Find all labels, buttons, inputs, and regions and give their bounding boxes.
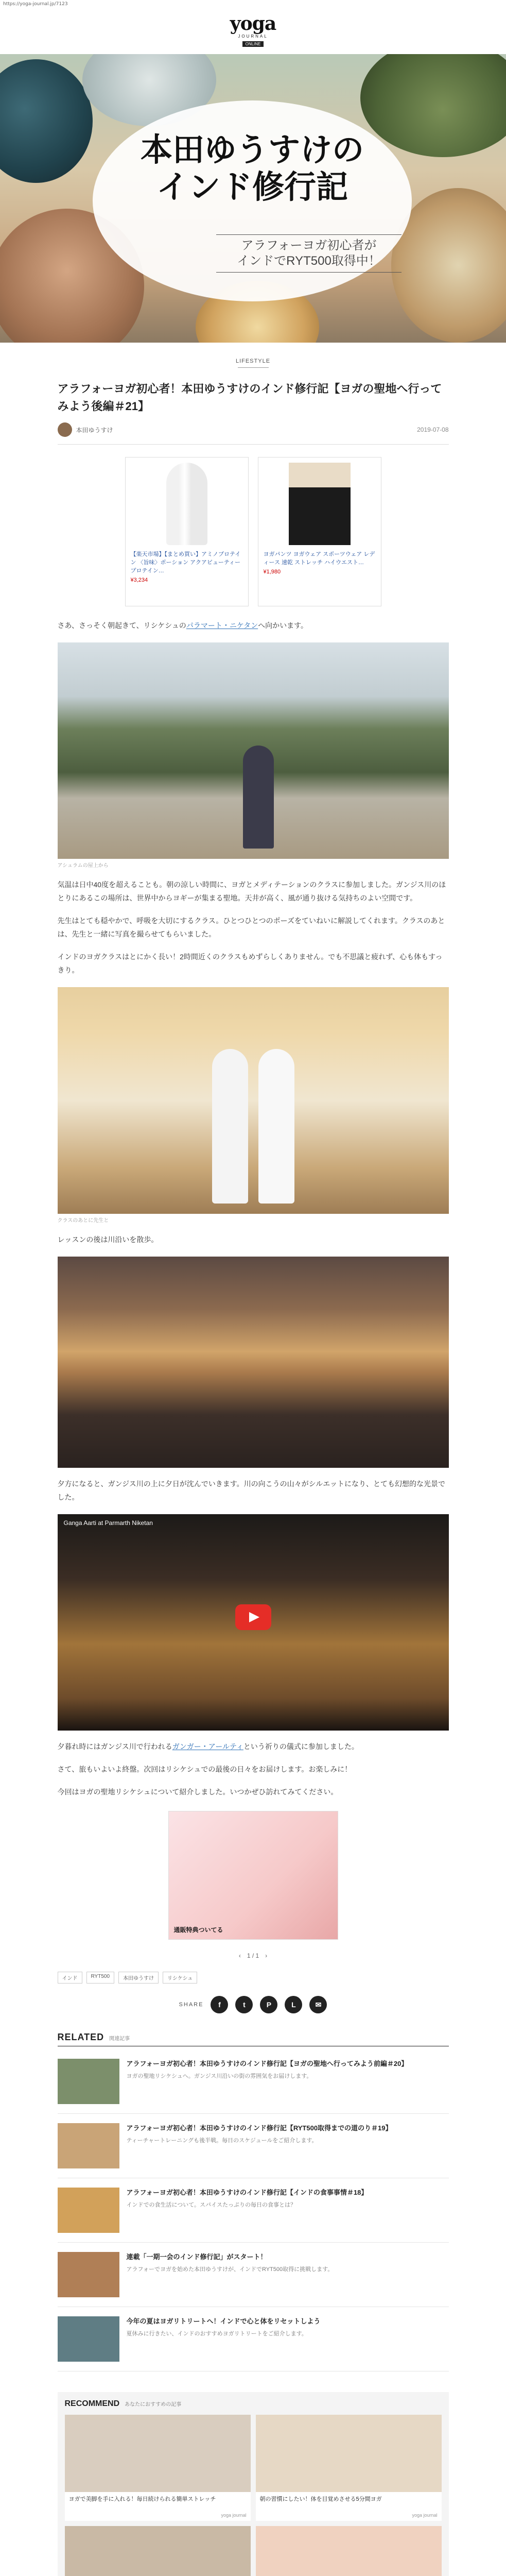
recommend-image: [65, 2526, 251, 2576]
photo-subject: [243, 745, 274, 849]
hero-banner: [0, 54, 506, 343]
related-item-title: 今年の夏はヨガリトリートへ！インドで心と体をリセットしよう: [126, 2317, 321, 2325]
related-item-title: 連載「一期一会のインド修行記」がスタート！: [126, 2253, 267, 2261]
related-thumbnail: [58, 2316, 119, 2362]
publish-date: 2019-07-08: [417, 426, 449, 433]
article-photo: [58, 1257, 449, 1468]
category-label: [0, 358, 506, 368]
ad-price: ¥3,234: [130, 577, 148, 583]
related-item-title: アラフォーヨガ初心者！本田ゆうすけのインド修行記【インドの食事事情＃18】: [126, 2189, 368, 2196]
recommend-card[interactable]: [65, 2415, 251, 2521]
video-title: Ganga Aarti at Parmarth Niketan: [63, 1519, 153, 1527]
related-text: [127, 2316, 321, 2362]
recommend-grid: [65, 2415, 442, 2576]
paragraph-text: という祈りの儀式に参加しました。: [243, 1742, 359, 1751]
related-item-title: アラフォーヨガ初心者！本田ゆうすけのインド修行記【ヨガの聖地へ行ってみよう前編＃20】: [126, 2060, 408, 2067]
hero-title-line2: インド修行記: [156, 168, 348, 206]
tag-list: [58, 1972, 449, 1984]
byline: [58, 422, 449, 445]
recommend-image: [256, 2415, 442, 2492]
related-item-desc: インドでの食生活について。スパイスたっぷりの毎日の食事とは？: [126, 2202, 296, 2208]
hero-subtitle: [216, 234, 402, 273]
ad-text: ヨガパンツ ヨガウェア スポーツウェア レディース 速乾 ストレッチ ハイウエスト…: [263, 551, 375, 566]
email-icon[interactable]: ✉: [309, 1996, 327, 2013]
recommend-header: [65, 2399, 442, 2409]
hero-photo: [0, 59, 93, 183]
paragraph-text: さあ、さっそく朝起きて、リシケシュの: [57, 621, 186, 630]
related-title: RELATED: [57, 2032, 104, 2042]
inline-link[interactable]: ガンガー・アールティ: [172, 1742, 243, 1751]
related-text: [127, 2059, 408, 2104]
recommend-caption: ヨガで美脚を手に入れる！毎日続けられる簡単ストレッチ: [68, 2496, 216, 2502]
ad-card[interactable]: [125, 457, 249, 606]
ad-image: [289, 463, 351, 545]
tag[interactable]: インド: [58, 1972, 82, 1984]
related-item[interactable]: [58, 2307, 449, 2371]
ad-image: [166, 463, 207, 545]
hero-title-line1: 本田ゆうすけの: [140, 131, 364, 168]
line-icon[interactable]: L: [285, 1996, 302, 2013]
hero-title: [113, 131, 391, 206]
ad-banner[interactable]: [168, 1811, 338, 1940]
related-thumbnail: [58, 2123, 119, 2168]
article-title: アラフォーヨガ初心者！本田ゆうすけのインド修行記【ヨガの聖地へ行ってみよう後編＃21】: [57, 382, 442, 413]
avatar: [58, 422, 72, 437]
related-item-desc: 夏休みに行きたい、インドのおすすめヨガリトリートをご紹介します。: [126, 2331, 307, 2337]
paragraph: さて、旅もいよいよ終盤。次回はリシケシュでの最後の日々をお届けします。お楽しみに！: [57, 1765, 352, 1773]
browser-url: https://yoga-journal.jp/7123: [3, 2, 68, 7]
paragraph-text: へ向かいます。: [258, 621, 308, 630]
ad-card[interactable]: [258, 457, 381, 606]
paragraph: レッスンの後は川沿いを散歩。: [57, 1235, 159, 1244]
related-item[interactable]: [58, 2243, 449, 2307]
paragraph-text: 夕暮れ時にはガンジス川で行われる: [57, 1742, 172, 1751]
article: [58, 380, 449, 2371]
tag[interactable]: RYT500: [86, 1972, 115, 1984]
paragraph: 先生はとても穏やかで、呼吸を大切にするクラス。ひとつひとつのポーズをていねいに解説してくれます。クラスのあとは、先生と一緒に写真を撮らせてもらいました。: [57, 917, 445, 938]
inline-link[interactable]: パラマート・ニケタン: [186, 621, 258, 630]
ad-row: [58, 457, 449, 606]
related-text: [127, 2252, 334, 2297]
next-page-icon[interactable]: ›: [265, 1952, 268, 1959]
related-item[interactable]: [58, 2114, 449, 2178]
paragraph: [58, 619, 449, 632]
site-logo-sub: JOURNAL: [238, 34, 268, 39]
tag[interactable]: リシケシュ: [163, 1972, 197, 1984]
pagination: [58, 1952, 449, 1959]
related-item[interactable]: [58, 2178, 449, 2243]
photo-subject: [212, 1049, 248, 1204]
hero-subtitle-line1: アラフォーヨガ初心者が: [241, 239, 377, 252]
tag[interactable]: 本田ゆうすけ: [118, 1972, 159, 1984]
recommend-image: [256, 2526, 442, 2576]
related-item[interactable]: [58, 2049, 449, 2114]
recommend-source: yoga journal: [412, 2513, 438, 2518]
share-bar: [58, 1996, 449, 2013]
related-list: [58, 2049, 449, 2371]
related-subtitle: 関連記事: [109, 2036, 130, 2042]
paragraph: 今回はヨガの聖地リシケシュについて紹介しました。いつかぜひ訪れてみてください。: [57, 1788, 338, 1796]
share-label: SHARE: [179, 2002, 204, 2008]
related-header: [58, 2032, 449, 2046]
related-thumbnail: [58, 2059, 119, 2104]
facebook-icon[interactable]: f: [211, 1996, 228, 2013]
category-text[interactable]: LIFESTYLE: [235, 358, 271, 364]
recommend-section: [58, 2392, 449, 2576]
paragraph: 気温は日中40度を超えることも。朝の涼しい時間に、ヨガとメディテーションのクラスに参加しました。ガンジス川のほとりにあるこの場所は、世界中からヨギーが集まる聖地。天井が高く、風が通り抜ける気持ちのよい空間です。: [57, 880, 446, 902]
related-item-desc: ティーチャートレーニングも後半戦。毎日のスケジュールをご紹介します。: [126, 2138, 318, 2144]
video-player[interactable]: [58, 1514, 449, 1731]
related-item-desc: アラフォーでヨガを始めた本田ゆうすけが、インドでRYT500取得に挑戦します。: [126, 2266, 334, 2273]
paragraph: インドのヨガクラスはとにかく長い！2時間近くのクラスもめずらしくありません。でも不思議と疲れず、心も体もすっきり。: [57, 953, 443, 974]
page-indicator: 1 / 1: [247, 1952, 259, 1959]
paragraph: 夕方になると、ガンジス川の上に夕日が沈んでいきます。川の向こうの山々がシルエットになり、とても幻想的な光景でした。: [57, 1480, 445, 1501]
author[interactable]: [58, 422, 113, 437]
photo-caption: アシュラムの屋上から: [57, 863, 109, 869]
recommend-source: yoga journal: [221, 2513, 247, 2518]
prev-page-icon[interactable]: ‹: [238, 1952, 241, 1959]
site-header: [0, 9, 506, 52]
recommend-card[interactable]: [256, 2415, 442, 2521]
article-photo: [58, 642, 449, 859]
recommend-caption: 朝の習慣にしたい！体を目覚めさせる5分間ヨガ: [259, 2496, 382, 2502]
related-item-desc: ヨガの聖地リシケシュへ。ガンジス川沿いの街の雰囲気をお届けします。: [126, 2073, 312, 2079]
ad-text: 【楽天市場】【まとめ買い】アミノプロテイン 〈旨味〉ポーション アクアビューティープロテイン…: [130, 551, 241, 574]
photo-subject: [258, 1049, 294, 1204]
related-text: [127, 2123, 392, 2168]
related-item-title: アラフォーヨガ初心者！本田ゆうすけのインド修行記【RYT500取得までの道のり＃19】: [126, 2124, 392, 2132]
hero-subtitle-line2: インドでRYT500取得中！: [237, 254, 381, 268]
site-logo-tag: ONLINE: [242, 41, 264, 47]
recommend-image: [65, 2415, 251, 2492]
recommend-card[interactable]: [65, 2526, 251, 2576]
play-icon[interactable]: [235, 1604, 271, 1630]
photo-caption: クラスのあとに先生と: [57, 1218, 109, 1224]
paragraph: [58, 1740, 449, 1753]
recommend-card[interactable]: [256, 2526, 442, 2576]
article-photo: [58, 987, 449, 1214]
twitter-icon[interactable]: t: [235, 1996, 253, 2013]
related-thumbnail: [58, 2252, 119, 2297]
ad-banner-text: 通販特典ついてる: [173, 1926, 223, 1934]
author-name: 本田ゆうすけ: [76, 426, 113, 434]
recommend-title: RECOMMEND: [64, 2399, 120, 2408]
recommend-subtitle: あなたにおすすめの記事: [125, 2402, 182, 2408]
ad-price: ¥1,980: [263, 569, 281, 575]
site-logo[interactable]: yoga: [230, 13, 276, 35]
pinterest-icon[interactable]: P: [260, 1996, 277, 2013]
related-text: [127, 2188, 368, 2233]
related-thumbnail: [58, 2188, 119, 2233]
category-divider: [238, 367, 269, 368]
